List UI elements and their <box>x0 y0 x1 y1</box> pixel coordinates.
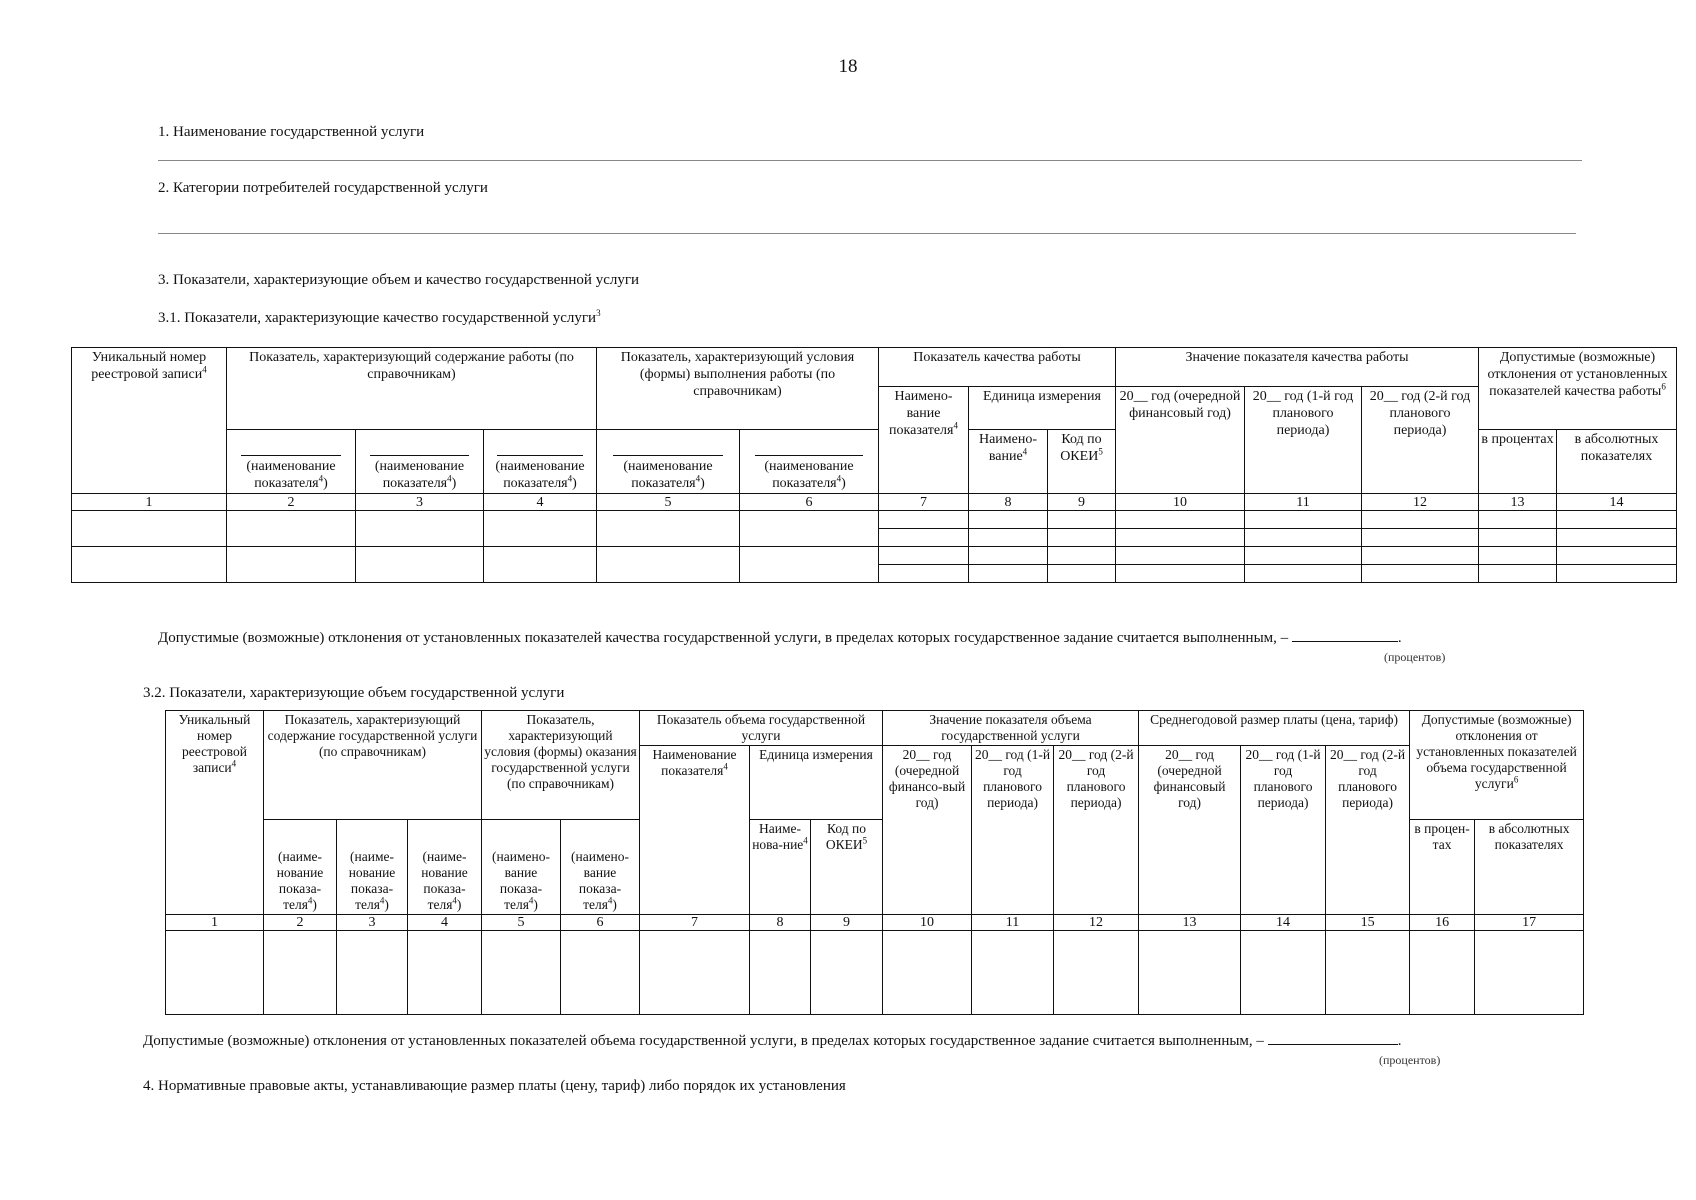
t2-header-deviation: Допустимые (возможные) отклонения от установленных показателей объема государственной услуги$^6$ <box>1410 711 1584 820</box>
t2-data-cell <box>337 931 408 1015</box>
t2-header-unique: Уникальный номер реестровой записи$^4$ <box>166 711 264 915</box>
t1-data-cell <box>1048 529 1116 547</box>
t1-data-cell <box>1048 547 1116 565</box>
t2-data-cell <box>1054 931 1139 1015</box>
t2-col-number: 12 <box>1054 915 1139 931</box>
t1-data-cell <box>1557 565 1677 583</box>
t1-col-number: 13 <box>1479 494 1557 511</box>
t1-col-number: 2 <box>227 494 356 511</box>
t1-header-okei: Код по ОКЕИ$^5$ <box>1048 430 1116 494</box>
t1-data-cell <box>1116 565 1245 583</box>
t1-data-cell <box>227 547 356 583</box>
t2-col-number: 11 <box>972 915 1054 931</box>
t2-header-volume: Показатель объема государственной услуги <box>640 711 883 746</box>
t2-header-content: Показатель, характеризующий содержание государственной услуги (по справочникам) <box>264 711 482 820</box>
t1-data-cell <box>1362 565 1479 583</box>
consumers-line <box>158 233 1576 234</box>
section-3-1-label: 3.1. Показатели, характеризующие качество государственной услуги$^3$ <box>158 308 601 326</box>
t2-header-fee-year3: 20__ год (2-й год планового периода) <box>1326 746 1410 915</box>
t2-col-number: 10 <box>883 915 972 931</box>
t2-header-okei: Код по ОКЕИ$^5$ <box>811 820 883 915</box>
t1-data-cell <box>1116 529 1245 547</box>
t1-col-number: 10 <box>1116 494 1245 511</box>
t2-header-fee-year2: 20__ год (1-й год планового периода) <box>1241 746 1326 915</box>
t2-header-fee-year1: 20__ год (очередной финансовый год) <box>1139 746 1241 915</box>
deviation-2-line: Допустимые (возможные) отклонения от установленных показателей объема государственной услуги, в пределах которых государственное задание считается выполненным, – . <box>143 1033 1402 1049</box>
t1-data-cell <box>1116 511 1245 529</box>
t2-col-number: 4 <box>408 915 482 931</box>
t1-data-cell <box>740 547 879 583</box>
section-2-label: 2. Категории потребителей государственной услуги <box>158 180 488 196</box>
t2-subheader: (наимено-вание показа-теля$^4$) <box>482 820 561 915</box>
t2-header-indicator-name: Наименование показателя$^4$ <box>640 746 750 915</box>
t1-col-number: 5 <box>597 494 740 511</box>
t1-data-cell <box>1245 547 1362 565</box>
t1-data-cell <box>1048 511 1116 529</box>
t2-data-cell <box>750 931 811 1015</box>
t1-data-cell <box>1557 547 1677 565</box>
t2-header-absolute: в абсолютных показателях <box>1475 820 1584 915</box>
t1-data-cell <box>1048 565 1116 583</box>
t1-data-cell <box>1245 511 1362 529</box>
t1-data-cell <box>1245 565 1362 583</box>
deviation-1-blank[interactable] <box>1292 641 1398 642</box>
t2-data-cell <box>1410 931 1475 1015</box>
t1-header-absolute: в абсолютных показателях <box>1557 430 1677 494</box>
t2-header-percent: в процен-тах <box>1410 820 1475 915</box>
t1-header-year2: 20__ год (1-й год планового периода) <box>1245 387 1362 494</box>
t2-subheader: (наиме-нование показа-теля$^4$) <box>408 820 482 915</box>
t1-col-number: 8 <box>969 494 1048 511</box>
t1-data-cell <box>879 529 969 547</box>
t1-data-cell <box>969 529 1048 547</box>
t2-header-unit: Единица измерения <box>750 746 883 820</box>
deviation-1-line: Допустимые (возможные) отклонения от установленных показателей качества государственной услуги, в пределах которых государственное задание считается выполненным, – . <box>158 630 1402 646</box>
t1-data-cell <box>879 565 969 583</box>
deviation-2-caption: (процентов) <box>1379 1053 1441 1067</box>
t2-col-number: 17 <box>1475 915 1584 931</box>
t1-subheader: (наименование показателя$^4$) <box>484 430 597 494</box>
t2-data-cell <box>561 931 640 1015</box>
t1-data-cell <box>879 511 969 529</box>
t2-header-fee: Среднегодовой размер платы (цена, тариф) <box>1139 711 1410 746</box>
t1-col-number: 9 <box>1048 494 1116 511</box>
t1-data-cell <box>969 547 1048 565</box>
section-1-label: 1. Наименование государственной услуги <box>158 124 425 140</box>
t1-data-cell <box>1362 511 1479 529</box>
t1-header-year1: 20__ год (очередной финансовый год) <box>1116 387 1245 494</box>
t1-header-deviation: Допустимые (возможные) отклонения от установленных показателей качества работы$^6$ <box>1479 348 1677 430</box>
t2-data-cell <box>482 931 561 1015</box>
t1-data-cell <box>1116 547 1245 565</box>
t2-subheader: (наиме-нование показа-теля$^4$) <box>264 820 337 915</box>
t2-subheader: (наиме-нование показа-теля$^4$) <box>337 820 408 915</box>
t1-data-cell <box>597 511 740 547</box>
t1-data-cell <box>969 511 1048 529</box>
t1-header-value: Значение показателя качества работы <box>1116 348 1479 387</box>
service-name-line <box>158 160 1582 161</box>
t2-col-number: 14 <box>1241 915 1326 931</box>
t1-data-cell <box>1479 511 1557 529</box>
t2-header-year2: 20__ год (1-й год планового периода) <box>972 746 1054 915</box>
t1-col-number: 6 <box>740 494 879 511</box>
t2-col-number: 13 <box>1139 915 1241 931</box>
t1-col-number: 12 <box>1362 494 1479 511</box>
page-number: 18 <box>838 56 858 77</box>
t1-header-content: Показатель, характеризующий содержание работы (по справочникам) <box>227 348 597 430</box>
t1-data-cell <box>72 511 227 547</box>
t1-data-cell <box>484 547 597 583</box>
t1-data-cell <box>879 547 969 565</box>
t1-data-cell <box>1245 529 1362 547</box>
t2-col-number: 5 <box>482 915 561 931</box>
t2-data-cell <box>1139 931 1241 1015</box>
t2-col-number: 9 <box>811 915 883 931</box>
t1-data-cell <box>1479 529 1557 547</box>
deviation-2-blank[interactable] <box>1268 1044 1398 1045</box>
t1-data-cell <box>72 547 227 583</box>
t1-data-cell <box>969 565 1048 583</box>
t1-col-number: 1 <box>72 494 227 511</box>
t1-col-number: 7 <box>879 494 969 511</box>
t2-data-cell <box>1475 931 1584 1015</box>
t1-col-number: 3 <box>356 494 484 511</box>
t2-col-number: 16 <box>1410 915 1475 931</box>
t1-data-cell <box>1557 511 1677 529</box>
t2-data-cell <box>640 931 750 1015</box>
t1-subheader: (наименование показателя$^4$) <box>597 430 740 494</box>
t2-col-number: 1 <box>166 915 264 931</box>
t1-data-cell <box>484 511 597 547</box>
t2-data-cell <box>1241 931 1326 1015</box>
t2-col-number: 6 <box>561 915 640 931</box>
t1-data-cell <box>597 547 740 583</box>
quality-table <box>71 347 1677 583</box>
t1-data-cell <box>356 547 484 583</box>
t2-header-conditions: Показатель, характеризующий условия (формы) оказания государственной услуги (по справочникам) <box>482 711 640 820</box>
t1-header-quality: Показатель качества работы <box>879 348 1116 387</box>
section-3-2-label: 3.2. Показатели, характеризующие объем государственной услуги <box>143 685 565 701</box>
t2-header-unit-name: Наиме-нова-ние$^4$ <box>750 820 811 915</box>
t1-header-year3: 20__ год (2-й год планового периода) <box>1362 387 1479 494</box>
t2-col-number: 2 <box>264 915 337 931</box>
t1-col-number: 11 <box>1245 494 1362 511</box>
t2-col-number: 15 <box>1326 915 1410 931</box>
t1-data-cell <box>740 511 879 547</box>
t1-data-cell <box>1479 565 1557 583</box>
t1-header-indicator-name: Наимено-вание показателя$^4$ <box>879 387 969 494</box>
t1-header-percent: в процентах <box>1479 430 1557 494</box>
t1-data-cell <box>1557 529 1677 547</box>
section-4-label: 4. Нормативные правовые акты, устанавливающие размер платы (цену, тариф) либо порядок их установления <box>143 1078 846 1094</box>
t1-col-number: 4 <box>484 494 597 511</box>
t2-data-cell <box>408 931 482 1015</box>
t2-data-cell <box>811 931 883 1015</box>
t2-header-value: Значение показателя объема государственной услуги <box>883 711 1139 746</box>
t1-subheader: (наименование показателя$^4$) <box>227 430 356 494</box>
t2-header-year1: 20__ год (очередной финансо-вый год) <box>883 746 972 915</box>
t2-data-cell <box>264 931 337 1015</box>
t1-data-cell <box>1362 529 1479 547</box>
t2-data-cell <box>166 931 264 1015</box>
section-3-label: 3. Показатели, характеризующие объем и качество государственной услуги <box>158 272 640 288</box>
t1-header-unique: Уникальный номер реестровой записи$^4$ <box>72 348 227 494</box>
deviation-1-caption: (процентов) <box>1384 650 1446 664</box>
t1-data-cell <box>227 511 356 547</box>
t2-col-number: 7 <box>640 915 750 931</box>
t2-col-number: 3 <box>337 915 408 931</box>
t1-data-cell <box>1479 547 1557 565</box>
t1-subheader: (наименование показателя$^4$) <box>740 430 879 494</box>
t2-data-cell <box>883 931 972 1015</box>
t1-header-conditions: Показатель, характеризующий условия (формы) выполнения работы (по справочникам) <box>597 348 879 430</box>
t2-col-number: 8 <box>750 915 811 931</box>
t1-header-unit-name: Наимено-вание$^4$ <box>969 430 1048 494</box>
t1-data-cell <box>1362 547 1479 565</box>
t2-subheader: (наимено-вание показа-теля$^4$) <box>561 820 640 915</box>
t2-data-cell <box>972 931 1054 1015</box>
t1-col-number: 14 <box>1557 494 1677 511</box>
volume-table <box>165 710 1584 1015</box>
t2-data-cell <box>1326 931 1410 1015</box>
t1-subheader: (наименование показателя$^4$) <box>356 430 484 494</box>
t2-header-year3: 20__ год (2-й год планового периода) <box>1054 746 1139 915</box>
t1-data-cell <box>356 511 484 547</box>
t1-header-unit: Единица измерения <box>969 387 1116 430</box>
